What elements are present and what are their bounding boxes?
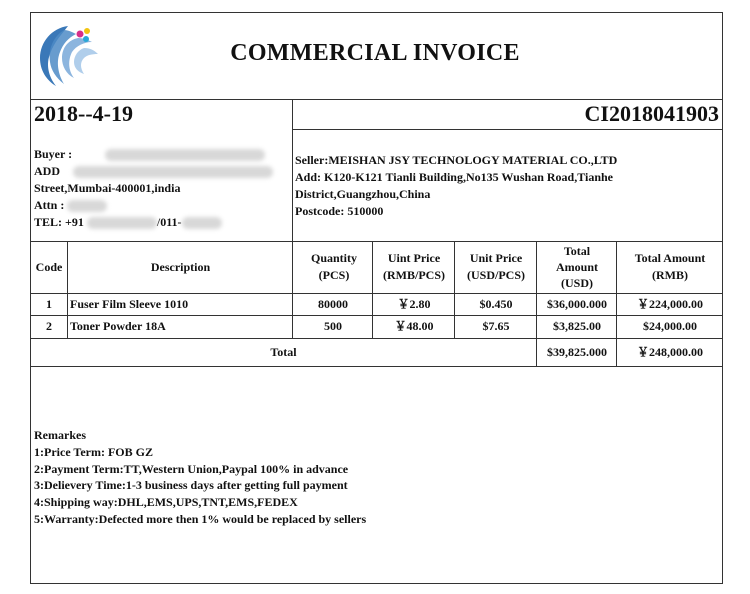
header-description: Description [150, 260, 211, 274]
row1-code: 1 [46, 297, 52, 311]
divider [30, 366, 723, 367]
remarks-block [34, 427, 366, 528]
remark-item: 3:Delievery Time:1-3 business days after getting full payment [34, 478, 348, 493]
row1-description: Fuser Film Sleeve 1010 [70, 297, 189, 311]
buyer-address-label: ADD [34, 164, 60, 178]
redacted-text [67, 200, 107, 212]
header-quantity: Quantity (PCS) [310, 251, 357, 282]
divider [30, 99, 723, 100]
buyer-street: Street,Mumbai-400001,india [34, 181, 181, 195]
document-title: COMMERCIAL INVOICE [230, 40, 520, 66]
remark-item: 2:Payment Term:TT,Western Union,Paypal 100% in advance [34, 461, 349, 476]
remarks-heading: Remarkes [34, 428, 86, 442]
header-code: Code [35, 260, 63, 274]
header-unit-price-rmb: Uint Price (RMB/PCS) [383, 251, 445, 282]
redacted-text [182, 217, 222, 229]
header-unit-price-usd: Unit Price (USD/PCS) [466, 251, 525, 282]
redacted-text [73, 166, 273, 178]
row2-total-rmb: $24,000.00 [643, 319, 697, 333]
seller-postcode: Postcode: 510000 [295, 204, 384, 218]
redacted-text [105, 149, 265, 161]
row2-unit-price-usd: $7.65 [482, 319, 510, 333]
invoice-number: CI2018041903 [584, 101, 719, 126]
row2-code: 2 [46, 319, 52, 333]
header-total-usd: Total Amount (USD) [555, 244, 598, 290]
row2-quantity: 500 [324, 319, 342, 333]
header-total-rmb: Total Amount (RMB) [634, 251, 706, 282]
seller-address: Add: K120-K121 Tianli Building,No135 Wushan Road,Tianhe District,Guangzhou,China [295, 170, 614, 201]
total-usd: $39,825.000 [547, 345, 607, 359]
remark-item: 4:Shipping way:DHL,EMS,UPS,TNT,EMS,FEDEX [34, 495, 298, 510]
divider [30, 241, 723, 242]
redacted-text [87, 217, 157, 229]
total-label: Total [270, 345, 297, 359]
seller-name: Seller:MEISHAN JSY TECHNOLOGY MATERIAL CO.,LTD [295, 153, 618, 167]
row2-unit-price-rmb: ￥48.00 [394, 319, 434, 333]
row1-total-rmb: ￥224,000.00 [636, 297, 703, 311]
buyer-tel-suffix: /011- [156, 215, 182, 229]
divider [292, 99, 293, 242]
buyer-attn-label: Attn : [34, 198, 65, 212]
invoice-date: 2018--4-19 [34, 101, 133, 126]
buyer-label: Buyer : [34, 147, 73, 161]
row1-unit-price-usd: $0.450 [479, 297, 513, 311]
row2-description: Toner Powder 18A [70, 319, 166, 333]
buyer-block [34, 146, 273, 231]
divider [30, 293, 723, 294]
seller-block [295, 152, 675, 220]
remark-item: 1:Price Term: FOB GZ [34, 444, 153, 459]
row2-total-usd: $3,825.00 [553, 319, 601, 333]
row1-quantity: 80000 [318, 297, 348, 311]
row1-total-usd: $36,000.000 [547, 297, 607, 311]
row1-unit-price-rmb: ￥2.80 [397, 297, 431, 311]
total-rmb: ￥248,000.00 [636, 345, 703, 359]
divider [293, 129, 723, 130]
buyer-tel-prefix: TEL: +91 [34, 215, 84, 229]
divider [30, 338, 723, 339]
divider [30, 315, 723, 316]
remark-item: 5:Warranty:Defected more then 1% would be replaced by sellers [34, 511, 367, 526]
